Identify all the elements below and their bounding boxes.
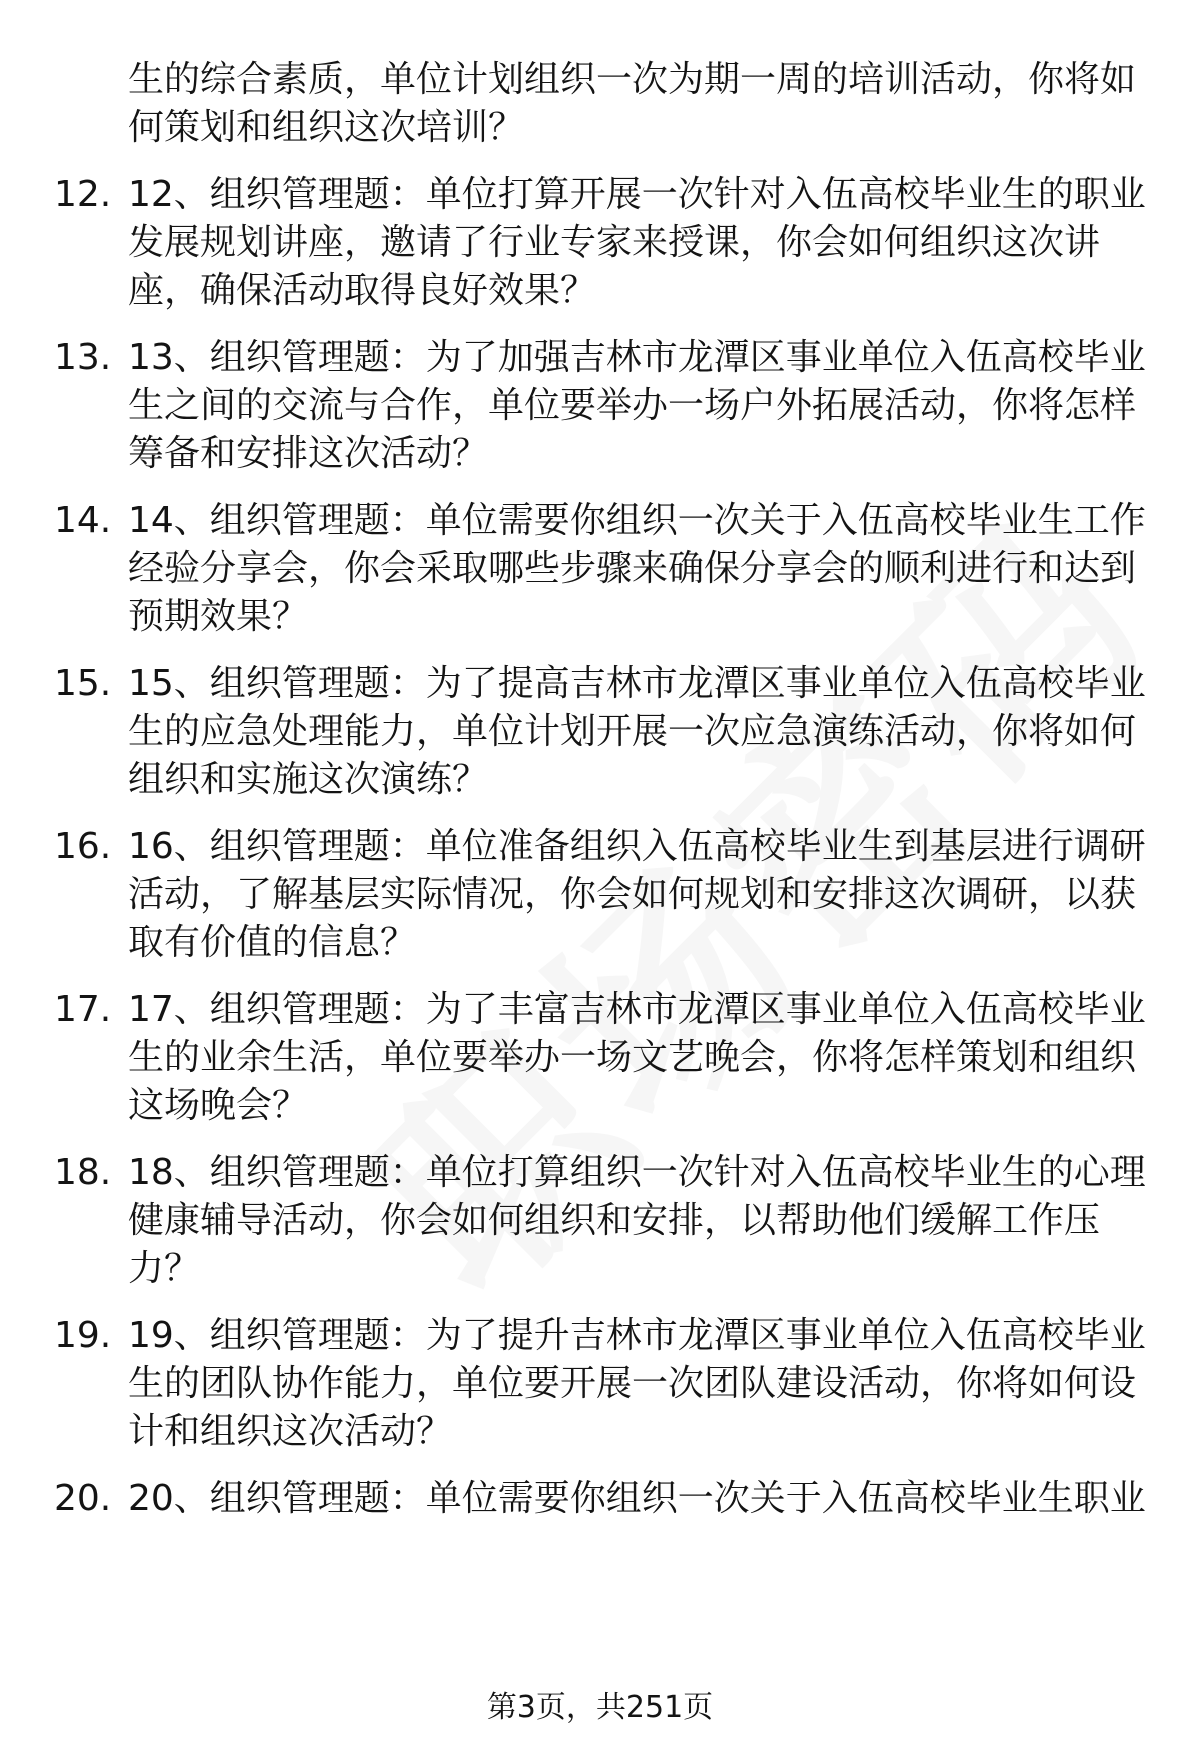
item-line: 生之间的交流与合作，单位要举办一场户外拓展活动，你将怎样 (128, 385, 1137, 426)
item-number: 14. (54, 500, 112, 541)
item-line: 生的业余生活，单位要举办一场文艺晚会，你将怎样策划和组织 (128, 1037, 1137, 1078)
item-line: 12、组织管理题：单位打算开展一次针对入伍高校毕业生的职业 (128, 174, 1146, 215)
item-line: 活动，了解基层实际情况，你会如何规划和安排这次调研，以获 (128, 874, 1137, 915)
item-line: 16、组织管理题：单位准备组织入伍高校毕业生到基层进行调研 (128, 826, 1146, 867)
item-line: 13、组织管理题：为了加强吉林市龙潭区事业单位入伍高校毕业 (128, 337, 1146, 378)
item-line: 健康辅导活动，你会如何组织和安排，以帮助他们缓解工作压 (128, 1200, 1101, 1241)
item-number: 15. (54, 663, 112, 704)
continuation-line: 生的综合素质，单位计划组织一次为期一周的培训活动，你将如 (128, 59, 1137, 100)
item-line: 生的应急处理能力，单位计划开展一次应急演练活动，你将如何 (128, 711, 1137, 752)
item-number: 17. (54, 989, 112, 1030)
continuation-line: 何策划和组织这次培训？ (128, 107, 525, 148)
item-line: 17、组织管理题：为了丰富吉林市龙潭区事业单位入伍高校毕业 (128, 989, 1146, 1030)
item-line: 15、组织管理题：为了提高吉林市龙潭区事业单位入伍高校毕业 (128, 663, 1146, 704)
item-line: 18、组织管理题：单位打算组织一次针对入伍高校毕业生的心理 (128, 1152, 1146, 1193)
item-line: 发展规划讲座，邀请了行业专家来授课，你会如何组织这次讲 (128, 222, 1101, 263)
item-line: 这场晚会？ (128, 1085, 309, 1126)
item-number: 13. (54, 337, 112, 378)
item-line: 座，确保活动取得良好效果？ (128, 270, 597, 311)
item-line: 生的团队协作能力，单位要开展一次团队建设活动，你将如何设 (128, 1363, 1137, 1404)
item-line: 取有价值的信息？ (128, 922, 417, 963)
item-line: 经验分享会，你会采取哪些步骤来确保分享会的顺利进行和达到 (128, 548, 1137, 589)
item-line: 筹备和安排这次活动？ (128, 433, 489, 474)
item-number: 20. (54, 1478, 112, 1519)
item-line: 计和组织这次活动？ (128, 1411, 453, 1452)
item-line: 14、组织管理题：单位需要你组织一次关于入伍高校毕业生工作 (128, 500, 1146, 541)
item-number: 18. (54, 1152, 112, 1193)
item-line: 19、组织管理题：为了提升吉林市龙潭区事业单位入伍高校毕业 (128, 1315, 1146, 1356)
page-number: 第3页，共251页 (486, 1690, 714, 1725)
item-line: 力？ (128, 1248, 201, 1289)
item-number: 12. (54, 174, 112, 215)
item-line: 预期效果？ (128, 596, 309, 637)
item-number: 16. (54, 826, 112, 867)
item-number: 19. (54, 1315, 112, 1356)
item-line: 20、组织管理题：单位需要你组织一次关于入伍高校毕业生职业 (128, 1478, 1146, 1519)
item-line: 组织和实施这次演练？ (128, 759, 489, 800)
